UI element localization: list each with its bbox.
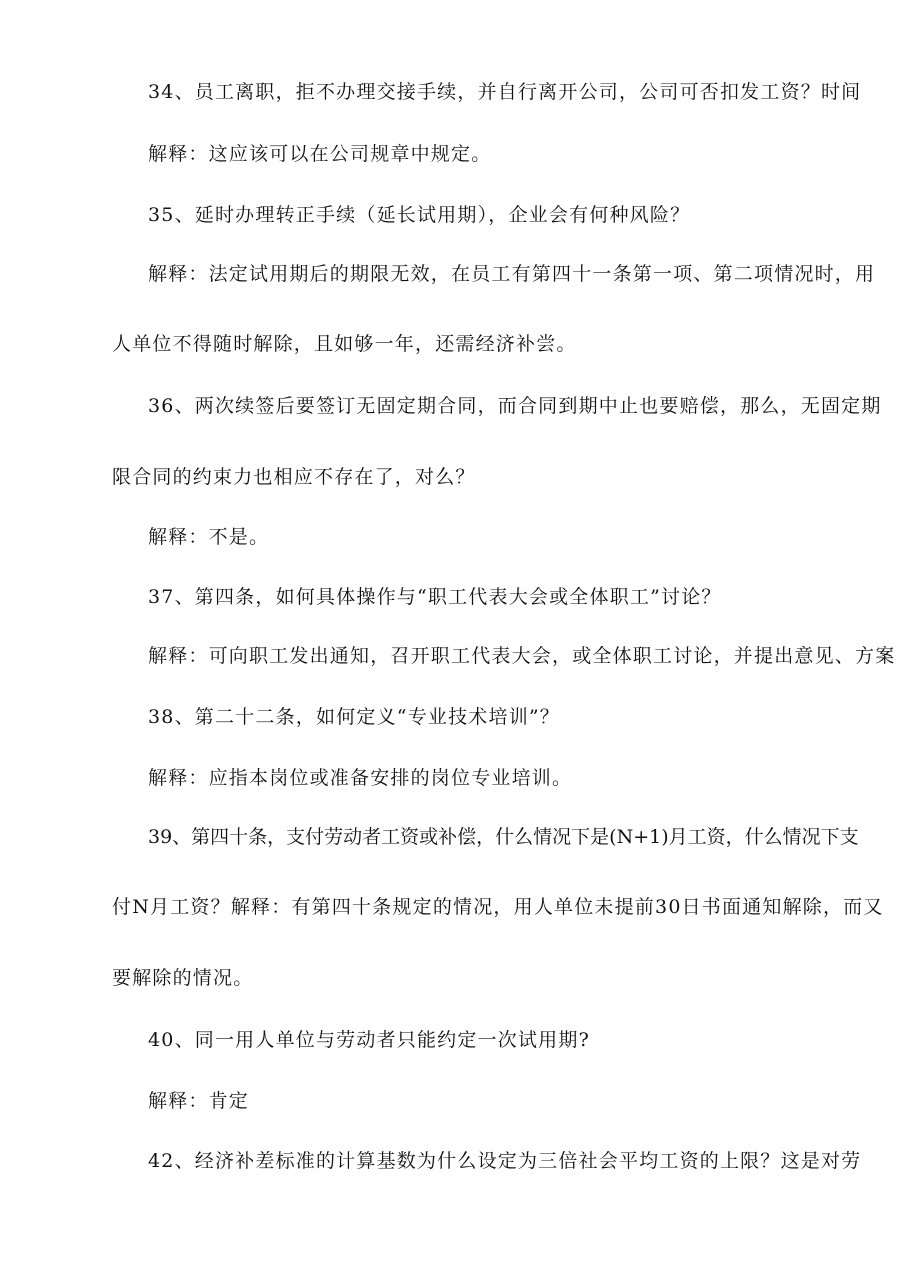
question-37: 37、第四条，如何具体操作与“职工代表大会或全体职工”讨论？	[148, 586, 722, 608]
answer-35-line-1: 解释：法定试用期后的期限无效，在员工有第四十一条第一项、第二项情况时，用	[148, 263, 876, 285]
question-39-line-2: 付N月工资？解释：有第四十条规定的情况，用人单位未提前30日书面通知解除，而又	[112, 896, 884, 918]
question-36-line-2: 限合同的约束力也相应不存在了，对么？	[112, 466, 476, 488]
answer-34: 解释：这应该可以在公司规章中规定。	[148, 143, 492, 165]
question-36-line-1: 36、两次续签后要签订无固定期合同，而合同到期中止也要赔偿，那么，无固定期	[148, 395, 882, 417]
answer-37: 解释：可向职工发出通知，召开职工代表大会，或全体职工讨论，并提出意见、方案	[148, 645, 896, 667]
question-42-line-1: 42、经济补差标准的计算基数为什么设定为三倍社会平均工资的上限？这是对劳	[148, 1150, 862, 1172]
question-39-line-1: 39、第四十条，支付劳动者工资或补偿，什么情况下是(N+1)月工资，什么情况下支	[148, 826, 859, 848]
question-38: 38、第二十二条，如何定义“专业技术培训”？	[148, 706, 561, 728]
question-34-line-1: 34、员工离职，拒不办理交接手续，并自行离开公司，公司可否扣发工资？时间	[148, 81, 862, 103]
answer-38: 解释：应指本岗位或准备安排的岗位专业培训。	[148, 767, 573, 789]
answer-36: 解释：不是。	[148, 526, 270, 548]
question-40: 40、同一用人单位与劳动者只能约定一次试用期?	[148, 1029, 590, 1051]
answer-40: 解释：肯定	[148, 1090, 250, 1112]
answer-35-line-2: 人单位不得随时解除，且如够一年，还需经济补尝。	[112, 333, 577, 355]
question-35: 35、延时办理转正手续（延长试用期），企业会有何种风险？	[148, 204, 691, 226]
question-39-line-3: 要解除的情况。	[112, 967, 254, 989]
